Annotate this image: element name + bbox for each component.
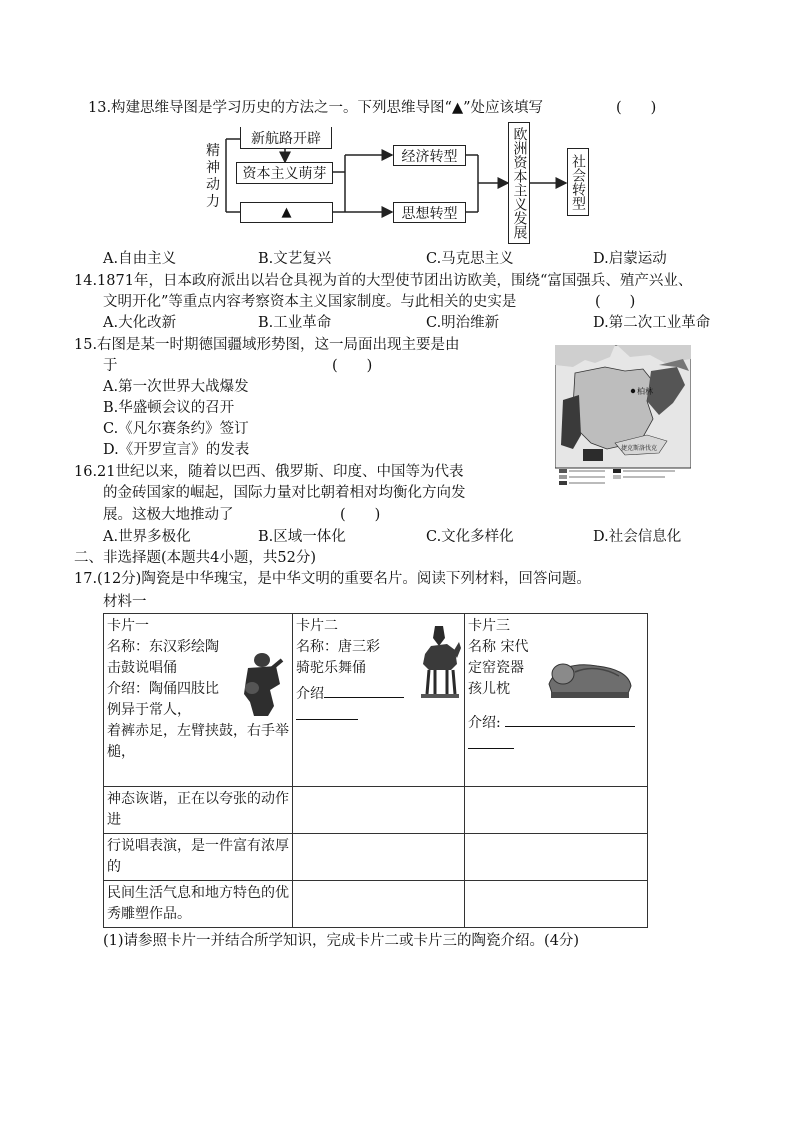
q14-line2: 文明开化”等重点内容考察资本主义国家制度。与此相关的史实是 xyxy=(103,294,517,310)
q16-option-c: C.文化多样化 xyxy=(426,529,514,545)
mindmap-box-blank-triangle: ▲ xyxy=(240,202,333,223)
card3-title: 卡片三 xyxy=(468,618,510,634)
section2-heading: 二、非选择题(本题共4小题，共52分) xyxy=(74,550,316,566)
q13-stem: 13.构建思维导图是学习历史的方法之一。下列思维导图“▲”处应该填写 xyxy=(88,100,544,116)
q17-subquestion-1: (1)请参照卡片一并结合所学知识，完成卡片二或卡片三的陶瓷介绍。(4分) xyxy=(103,933,580,949)
camel-figurine-image xyxy=(417,624,461,702)
card1-intro-line2: 例异于常人， xyxy=(107,702,191,718)
card1-intro-line1: 介绍：陶俑四肢比 xyxy=(107,681,219,697)
q16-option-b: B.区域一体化 xyxy=(258,529,346,545)
q17-stem: 17.(12分)陶瓷是中华瑰宝，是中华文明的重要名片。阅读下列材料，回答问题。 xyxy=(74,571,591,587)
card3-cell xyxy=(465,614,648,787)
q14-option-b: B.工业革命 xyxy=(258,315,332,331)
card3-name-line1: 名称 宋代 xyxy=(468,639,529,655)
card2-row2-cell xyxy=(293,787,465,834)
drummer-figurine-image xyxy=(240,650,284,720)
card3-name-line2: 定窑瓷器 xyxy=(468,660,524,676)
q15-line2: 于 xyxy=(103,358,118,374)
q13-option-b: B.文艺复兴 xyxy=(258,251,332,267)
q14-line1: 14.1871年，日本政府派出以岩仓具视为首的大型使节团出访欧美，围绕“富国强兵、殖产兴业、 xyxy=(74,273,693,289)
mindmap-box-europe: 欧洲资本主义发展 xyxy=(508,122,530,244)
card1-cell xyxy=(104,614,293,787)
card2-row3-cell xyxy=(293,834,465,881)
q17-material-label: 材料一 xyxy=(103,594,147,610)
q13-option-c: C.马克思主义 xyxy=(426,251,514,267)
q16-option-a: A.世界多极化 xyxy=(103,529,191,545)
q14-option-d: D.第二次工业革命 xyxy=(593,315,711,331)
card3-name-line3: 孩儿枕 xyxy=(468,681,510,697)
card1-name-line2: 击鼓说唱俑 xyxy=(107,660,177,676)
card1-row4-cell: 民间生活气息和地方特色的优秀雕塑作品。 xyxy=(104,881,293,928)
card2-row4-cell xyxy=(293,881,465,928)
q16-line3: 展。这极大地推动了 xyxy=(103,507,234,523)
q14-option-c: C.明治维新 xyxy=(426,315,500,331)
card1-name-line1: 名称：东汉彩绘陶 xyxy=(107,639,219,655)
q15-option-a: A.第一次世界大战爆发 xyxy=(103,379,249,395)
card1-row2-cell: 神态诙谐，正在以夸张的动作进 xyxy=(104,787,293,834)
q13-option-a: A.自由主义 xyxy=(103,251,177,267)
card3-intro-label: 介绍: xyxy=(468,715,501,731)
card3-row2-cell xyxy=(465,787,648,834)
germany-map-image xyxy=(555,345,691,490)
ceramics-card-table xyxy=(103,613,648,928)
card2-intro-label: 介绍 xyxy=(296,686,324,702)
card2-name-line2: 骑驼乐舞俑 xyxy=(296,660,366,676)
card2-intro-blank-line2[interactable] xyxy=(296,705,358,720)
map-label-berlin: 柏林 xyxy=(637,387,653,396)
q16-line2: 的金砖国家的崛起，国际力量对比朝着相对均衡化方向发 xyxy=(103,485,466,501)
q15-option-b: B.华盛顿会议的召开 xyxy=(103,400,235,416)
card2-cell xyxy=(293,614,465,787)
mindmap-box-economic: 经济转型 xyxy=(393,145,466,166)
mindmap-left-label: 精神动力 xyxy=(206,143,220,210)
child-pillow-image xyxy=(545,644,633,702)
q15-option-c: C.《凡尔赛条约》签订 xyxy=(103,421,249,437)
q15-paren: ( ) xyxy=(332,358,373,374)
q16-option-d: D.社会信息化 xyxy=(593,529,682,545)
q13-option-d: D.启蒙运动 xyxy=(593,251,667,267)
q15-option-d: D.《开罗宣言》的发表 xyxy=(103,442,250,458)
mindmap-box-capitalism-sprouts: 资本主义萌芽 xyxy=(236,162,333,184)
card1-title: 卡片一 xyxy=(107,618,149,634)
card3-intro-blank-line2[interactable] xyxy=(468,734,514,749)
card3-row3-cell xyxy=(465,834,648,881)
card1-intro-line3: 着裤赤足，左臂挟鼓，右手举槌， xyxy=(107,723,289,760)
card2-title: 卡片二 xyxy=(296,618,338,634)
q13-paren: ( ) xyxy=(616,100,657,116)
card3-row4-cell xyxy=(465,881,648,928)
card1-row3-cell: 行说唱表演，是一件富有浓厚的 xyxy=(104,834,293,881)
q14-option-a: A.大化改新 xyxy=(103,315,177,331)
q16-paren: ( ) xyxy=(340,507,381,523)
q15-line1: 15.右图是某一时期德国疆域形势图，这一局面出现主要是由 xyxy=(74,337,460,353)
mindmap-box-social: 社会转型 xyxy=(567,148,589,216)
mindmap-box-thought: 思想转型 xyxy=(393,202,466,223)
mindmap-box-new-route: 新航路开辟 xyxy=(240,127,332,149)
map-label-czech: 捷克斯洛伐克 xyxy=(621,445,658,452)
card2-name-line1: 名称：唐三彩 xyxy=(296,639,380,655)
q16-line1: 16.21世纪以来，随着以巴西、俄罗斯、印度、中国等为代表 xyxy=(74,464,464,480)
card3-intro-blank[interactable] xyxy=(505,712,635,727)
q14-paren: ( ) xyxy=(595,294,636,310)
card2-intro-blank[interactable] xyxy=(324,683,404,698)
